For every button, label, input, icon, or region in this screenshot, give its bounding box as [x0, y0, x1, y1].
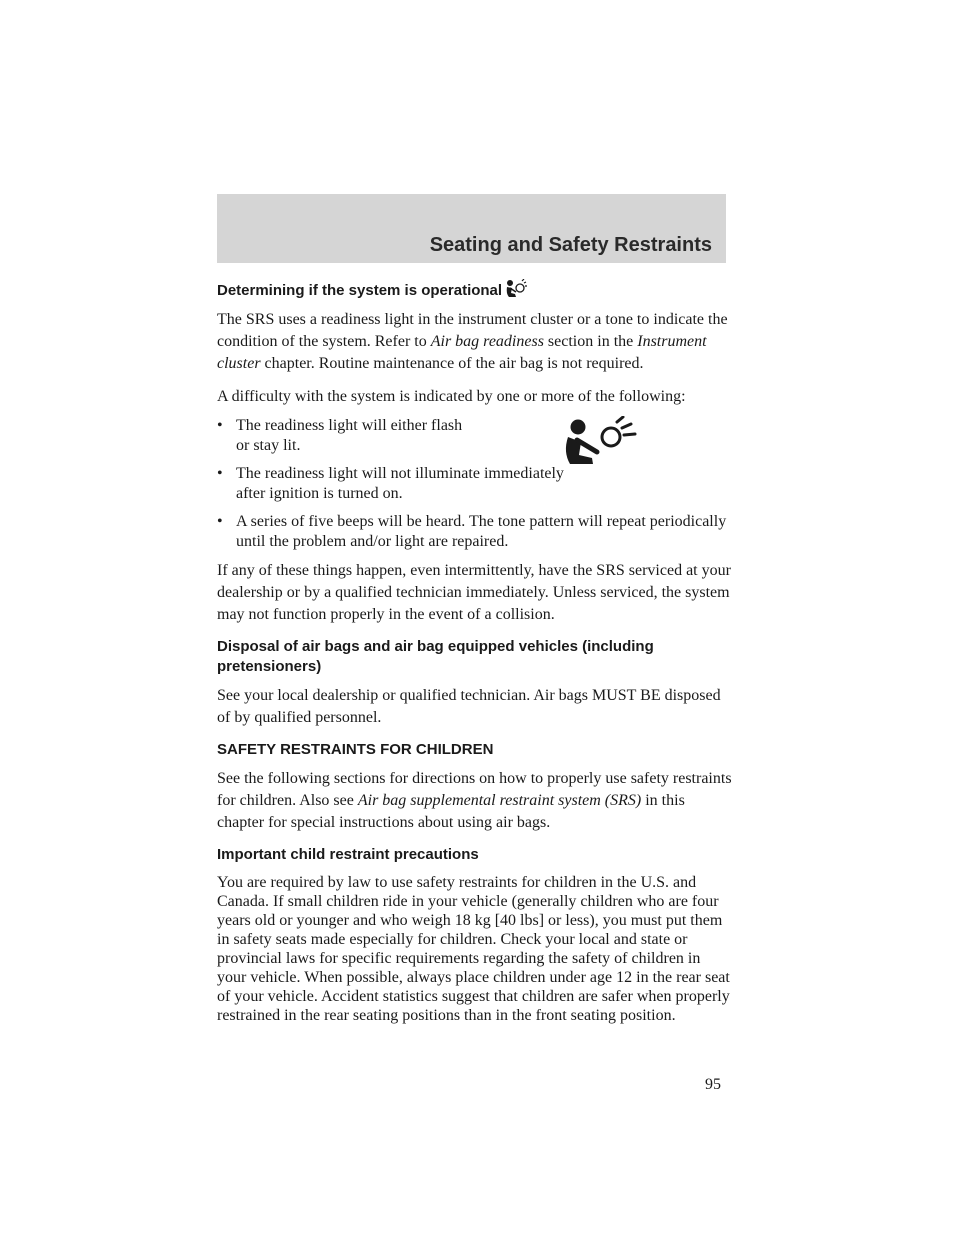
paragraph-child-text-1: See the following sections for directions on how to properly use safety restraints for children. Also see [217, 770, 732, 809]
page-number: 95 [705, 1076, 721, 1093]
reference-air-bag-readiness: Air bag readiness [430, 333, 544, 350]
paragraph-precautions: You are required by law to use safety restraints for children in the U.S. and Canada. If small children ride in your vehicle (generally children who are four years old or younger and who weigh 18 kg [40 lbs] or less), you must put them in safety seats made especially for children. Check your local and state or provincial laws for specific requirements regarding the safety of children in your vehicle. When possible, always place children under age 12 in the rear seat of your vehicle. Accident statistics suggest that children are safer when properly restrained in the rear seating positions than in the front seating position. [217, 874, 730, 1024]
paragraph-readiness-text-1: The SRS uses a readiness light in the instrument cluster or a tone to indicate the condition of the system. Refer to [217, 311, 728, 350]
bullet-item [217, 512, 732, 552]
paragraph-readiness [217, 309, 732, 375]
paragraph-service: If any of these things happen, even intermittently, have the SRS serviced at your dealership or by a qualified technician immediately. Unless serviced, the system may not function properly in the event of a collision. [217, 562, 731, 623]
bullet-dot: • [217, 513, 223, 530]
paragraph-readiness-text-2: section in the [543, 333, 638, 350]
reference-srs: Air bag supplemental restraint system (SRS) [357, 792, 642, 809]
paragraph-child-restraints [217, 768, 732, 834]
bullet-item [217, 416, 476, 456]
section-header-band [217, 194, 726, 263]
paragraph-difficulty: A difficulty with the system is indicated by one or more of the following: [217, 388, 686, 405]
bullet-text: The readiness light will not illuminate immediately after ignition is turned on. [236, 465, 564, 502]
airbag-warning-icon-large [557, 416, 641, 468]
airbag-warning-icon [505, 279, 527, 299]
bullet-dot: • [217, 465, 223, 482]
paragraph-child-text-2: in this chapter for special instructions about using air bags. [217, 792, 685, 831]
bullet-list [217, 416, 732, 552]
section-header-title: Seating and Safety Restraints [429, 234, 712, 256]
bullet-item [217, 464, 596, 504]
paragraph-disposal: See your local dealership or qualified technician. Air bags MUST BE disposed of by qualified personnel. [217, 687, 721, 726]
precautions-block [217, 873, 732, 1025]
heading-child-restraints: SAFETY RESTRAINTS FOR CHILDREN [217, 741, 494, 758]
heading-system-operational [217, 279, 732, 301]
bullet-dot: • [217, 417, 223, 434]
bullet-text: The readiness light will either flash or stay lit. [236, 417, 463, 454]
reference-instrument-cluster: Instrument cluster [217, 333, 707, 372]
heading-system-operational-text: Determining if the system is operational [217, 282, 503, 299]
bullet-text: A series of five beeps will be heard. The tone pattern will repeat periodically until the problem and/or light are repaired. [236, 513, 727, 550]
page-content [217, 279, 732, 1025]
heading-disposal: Disposal of air bags and air bag equipped vehicles (including pretensioners) [217, 638, 654, 675]
heading-precautions: Important child restraint precautions [217, 846, 479, 863]
paragraph-readiness-text-3: chapter. Routine maintenance of the air bag is not required. [260, 355, 644, 372]
